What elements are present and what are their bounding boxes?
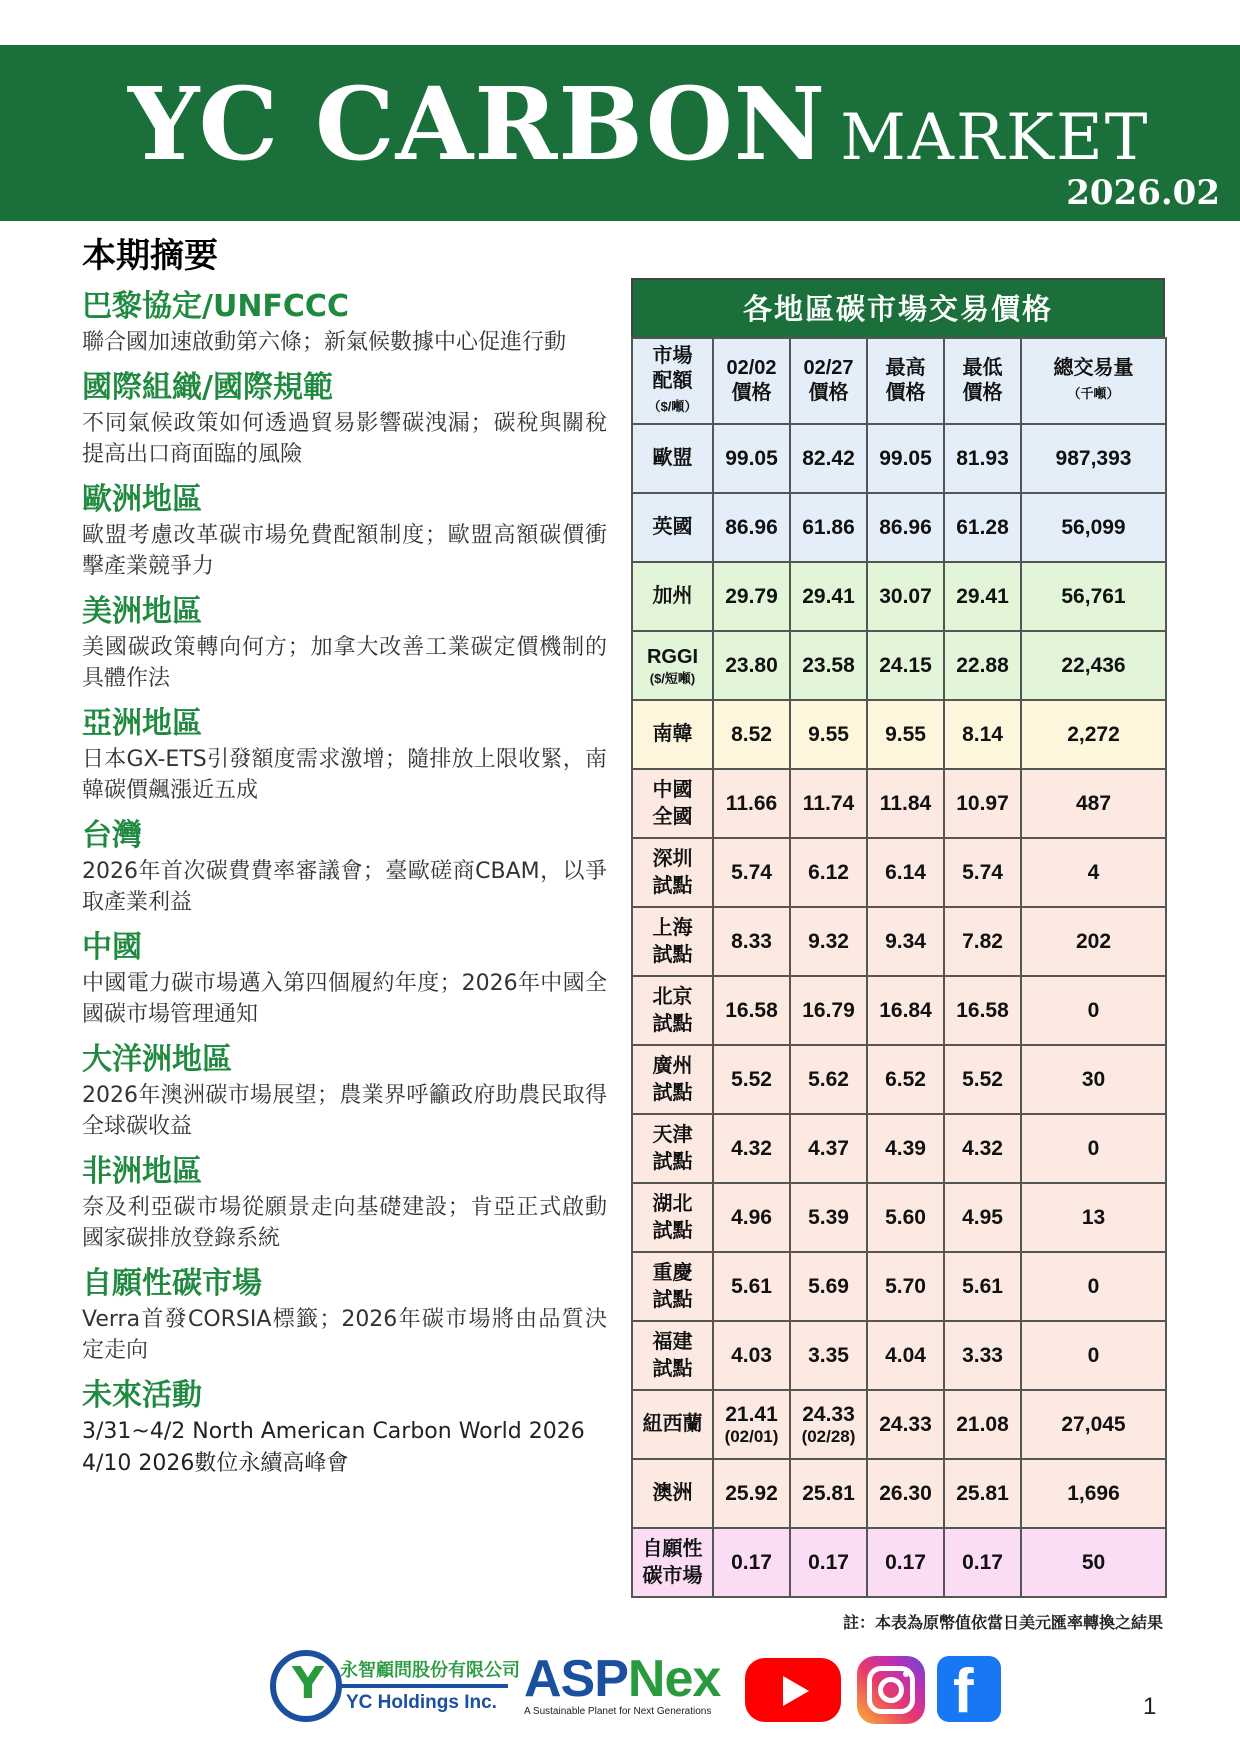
masthead-title-main: YC CARBON bbox=[128, 65, 827, 183]
cell-price-0202-value: 99.05 bbox=[725, 446, 778, 470]
cell-price-0227 bbox=[790, 1252, 867, 1321]
yc-holdings-logo bbox=[270, 1650, 520, 1722]
cell-market bbox=[632, 1114, 713, 1183]
header-market-unit: （$/噸） bbox=[647, 398, 698, 414]
cell-market-name-line2: 碳市場 bbox=[642, 1564, 703, 1587]
cell-market-name: 深圳 bbox=[652, 847, 693, 870]
cell-price-0202 bbox=[713, 493, 790, 562]
table-row bbox=[632, 1183, 1166, 1252]
aspnex-word-nex: Nex bbox=[627, 1650, 721, 1708]
cell-price-0227-value: 29.41 bbox=[802, 584, 855, 608]
cell-market bbox=[632, 1252, 713, 1321]
cell-market-unit: ($/短噸) bbox=[649, 671, 696, 686]
cell-market-name-line2: 試點 bbox=[652, 943, 693, 966]
table-row bbox=[632, 838, 1166, 907]
instagram-lens-icon bbox=[878, 1677, 904, 1703]
cell-price-0227 bbox=[790, 838, 867, 907]
cell-volume: 2,272 bbox=[1021, 700, 1166, 769]
cell-high: 30.07 bbox=[867, 562, 944, 631]
cell-price-0227-value: 5.39 bbox=[808, 1205, 849, 1229]
cell-price-0227-value: 11.74 bbox=[802, 791, 855, 815]
cell-high: 24.33 bbox=[867, 1390, 944, 1459]
header-price-0227-line1: 02/27 bbox=[803, 357, 854, 379]
table-row bbox=[632, 1321, 1166, 1390]
cell-price-0227-value: 6.12 bbox=[808, 860, 849, 884]
cell-price-0202-value: 4.96 bbox=[731, 1205, 772, 1229]
cell-low: 7.82 bbox=[944, 907, 1021, 976]
yc-logo-bar bbox=[340, 1684, 508, 1688]
cell-volume: 0 bbox=[1021, 1321, 1166, 1390]
cell-market bbox=[632, 562, 713, 631]
cell-price-0227-value: 9.32 bbox=[808, 929, 849, 953]
cell-market-name: 廣州 bbox=[652, 1054, 693, 1077]
cell-price-0227-value: 0.17 bbox=[808, 1550, 849, 1574]
yc-mark-letter: Y bbox=[292, 1658, 324, 1709]
cell-market-name: 湖北 bbox=[652, 1192, 693, 1215]
cell-price-0202 bbox=[713, 1321, 790, 1390]
summary-panel bbox=[82, 228, 607, 1480]
issue-date: 2026.02 bbox=[1066, 173, 1220, 213]
cell-price-0202-value: 4.32 bbox=[731, 1136, 772, 1160]
cell-price-0202 bbox=[713, 562, 790, 631]
table-row bbox=[632, 1528, 1166, 1597]
event-item: 3/31~4/2 North American Carbon World 2026 bbox=[82, 1419, 585, 1444]
header-price-0202 bbox=[713, 338, 790, 424]
summary-section-title: 國際組織/國際規範 bbox=[82, 370, 333, 405]
yc-logo-chinese: 永智顧問股份有限公司 bbox=[340, 1660, 520, 1681]
cell-market bbox=[632, 907, 713, 976]
cell-price-0227-value: 16.79 bbox=[802, 998, 855, 1022]
summary-section-body: 2026年澳洲碳市場展望；農業界呼籲政府助農民取得全球碳收益 bbox=[82, 1083, 607, 1139]
cell-price-0202-value: 8.33 bbox=[731, 929, 772, 953]
cell-low: 4.32 bbox=[944, 1114, 1021, 1183]
cell-market bbox=[632, 631, 713, 700]
cell-volume: 30 bbox=[1021, 1045, 1166, 1114]
cell-high: 4.39 bbox=[867, 1114, 944, 1183]
cell-market-name-line2: 試點 bbox=[652, 874, 693, 897]
summary-section-body: 聯合國加速啟動第六條；新氣候數據中心促進行動 bbox=[82, 330, 567, 355]
summary-section-title: 自願性碳市場 bbox=[82, 1266, 262, 1301]
cell-price-0227 bbox=[790, 1528, 867, 1597]
table-row bbox=[632, 562, 1166, 631]
cell-volume: 13 bbox=[1021, 1183, 1166, 1252]
cell-market-name: RGGI bbox=[646, 646, 699, 668]
masthead-banner bbox=[0, 45, 1240, 221]
cell-low: 61.28 bbox=[944, 493, 1021, 562]
summary-section-title: 中國 bbox=[82, 930, 142, 965]
cell-market-name-line2: 試點 bbox=[652, 1288, 693, 1311]
cell-price-0202-value: 11.66 bbox=[725, 791, 778, 815]
cell-price-0202-value: 86.96 bbox=[725, 515, 778, 539]
facebook-letter: f bbox=[953, 1657, 974, 1726]
cell-price-0202 bbox=[713, 769, 790, 838]
cell-market bbox=[632, 1528, 713, 1597]
cell-market bbox=[632, 700, 713, 769]
cell-price-0202-value: 25.92 bbox=[725, 1481, 778, 1505]
cell-price-0202 bbox=[713, 631, 790, 700]
cell-market-name: 南韓 bbox=[652, 723, 693, 745]
header-low-line2: 價格 bbox=[962, 382, 1003, 404]
cell-price-0202 bbox=[713, 424, 790, 493]
cell-price-0202-value: 8.52 bbox=[731, 722, 772, 746]
summary-section-title: 亞洲地區 bbox=[82, 706, 202, 741]
cell-volume: 50 bbox=[1021, 1528, 1166, 1597]
cell-price-0227-value: 24.33 bbox=[802, 1402, 855, 1426]
cell-price-0227-value: 5.62 bbox=[808, 1067, 849, 1091]
cell-market-name: 重慶 bbox=[652, 1261, 693, 1284]
aspnex-logo bbox=[524, 1652, 734, 1724]
cell-price-0202 bbox=[713, 838, 790, 907]
summary-heading: 本期摘要 bbox=[82, 236, 218, 276]
cell-price-0202-value: 0.17 bbox=[731, 1550, 772, 1574]
cell-volume: 0 bbox=[1021, 1114, 1166, 1183]
cell-price-0227-value: 5.69 bbox=[808, 1274, 849, 1298]
header-price-0227 bbox=[790, 338, 867, 424]
cell-price-0202 bbox=[713, 1390, 790, 1459]
cell-price-0227-value: 23.58 bbox=[802, 653, 855, 677]
summary-section-body: 美國碳政策轉向何方；加拿大改善工業碳定價機制的具體作法 bbox=[82, 635, 607, 691]
cell-price-0202-value: 5.52 bbox=[731, 1067, 772, 1091]
cell-high: 6.52 bbox=[867, 1045, 944, 1114]
cell-market-name-line2: 試點 bbox=[652, 1081, 693, 1104]
header-volume-line1: 總交易量 bbox=[1053, 357, 1134, 379]
table-row bbox=[632, 1390, 1166, 1459]
cell-high: 24.15 bbox=[867, 631, 944, 700]
cell-price-0227 bbox=[790, 1321, 867, 1390]
cell-high: 99.05 bbox=[867, 424, 944, 493]
cell-price-0202 bbox=[713, 976, 790, 1045]
cell-market-name-line2: 試點 bbox=[652, 1357, 693, 1380]
aspnex-wordmark bbox=[524, 1652, 734, 1706]
cell-low: 10.97 bbox=[944, 769, 1021, 838]
table-row bbox=[632, 1252, 1166, 1321]
cell-price-0202-value: 5.61 bbox=[731, 1274, 772, 1298]
cell-low: 3.33 bbox=[944, 1321, 1021, 1390]
cell-low: 21.08 bbox=[944, 1390, 1021, 1459]
cell-volume: 27,045 bbox=[1021, 1390, 1166, 1459]
cell-market bbox=[632, 838, 713, 907]
price-table bbox=[631, 337, 1167, 1598]
cell-market bbox=[632, 1321, 713, 1390]
cell-high: 5.60 bbox=[867, 1183, 944, 1252]
cell-price-0202 bbox=[713, 1045, 790, 1114]
cell-volume: 202 bbox=[1021, 907, 1166, 976]
summary-section-title: 歐洲地區 bbox=[82, 482, 202, 517]
cell-low: 4.95 bbox=[944, 1183, 1021, 1252]
cell-high: 9.34 bbox=[867, 907, 944, 976]
cell-price-0227 bbox=[790, 1390, 867, 1459]
cell-price-0202 bbox=[713, 907, 790, 976]
cell-market-name: 福建 bbox=[652, 1330, 693, 1353]
cell-low: 25.81 bbox=[944, 1459, 1021, 1528]
cell-market bbox=[632, 976, 713, 1045]
cell-low: 16.58 bbox=[944, 976, 1021, 1045]
cell-price-0227 bbox=[790, 769, 867, 838]
cell-low: 29.41 bbox=[944, 562, 1021, 631]
cell-market-name: 天津 bbox=[652, 1123, 693, 1146]
cell-volume: 0 bbox=[1021, 976, 1166, 1045]
cell-price-0202 bbox=[713, 700, 790, 769]
cell-price-0227 bbox=[790, 493, 867, 562]
cell-price-0202 bbox=[713, 1528, 790, 1597]
summary-section-body: 奈及利亞碳市場從願景走向基礎建設；肯亞正式啟動國家碳排放登錄系統 bbox=[82, 1195, 607, 1251]
cell-high: 4.04 bbox=[867, 1321, 944, 1390]
cell-price-0227-value: 82.42 bbox=[802, 446, 855, 470]
header-high-line1: 最高 bbox=[885, 357, 926, 379]
summary-section-body: 不同氣候政策如何透過貿易影響碳洩漏；碳稅與關稅提高出口商面臨的風險 bbox=[82, 411, 607, 467]
cell-price-0227 bbox=[790, 976, 867, 1045]
summary-section-title: 台灣 bbox=[82, 818, 142, 853]
summary-section-title: 非洲地區 bbox=[82, 1154, 202, 1189]
cell-price-0227 bbox=[790, 631, 867, 700]
header-high bbox=[867, 338, 944, 424]
cell-market-name: 中國 bbox=[652, 778, 693, 801]
cell-price-0202-value: 23.80 bbox=[725, 653, 778, 677]
cell-market bbox=[632, 1183, 713, 1252]
table-note: 註：本表為原幣值依當日美元匯率轉換之結果 bbox=[842, 1613, 1163, 1632]
yc-mark-icon bbox=[270, 1650, 342, 1722]
summary-section-body: 歐盟考慮改革碳市場免費配額制度；歐盟高額碳價衝擊產業競爭力 bbox=[82, 523, 607, 579]
cell-market-name-line2: 試點 bbox=[652, 1150, 693, 1173]
summary-section-title: 巴黎協定/UNFCCC bbox=[82, 289, 349, 324]
table-row bbox=[632, 700, 1166, 769]
cell-market-name-line2: 試點 bbox=[652, 1012, 693, 1035]
cell-low: 8.14 bbox=[944, 700, 1021, 769]
cell-market bbox=[632, 493, 713, 562]
cell-price-0227-value: 3.35 bbox=[808, 1343, 849, 1367]
footer-logos bbox=[0, 1648, 1240, 1728]
cell-market bbox=[632, 1459, 713, 1528]
cell-market-name-line2: 全國 bbox=[652, 805, 693, 828]
cell-market bbox=[632, 1045, 713, 1114]
cell-market-name: 北京 bbox=[652, 985, 693, 1008]
cell-high: 0.17 bbox=[867, 1528, 944, 1597]
price-table-header-row bbox=[632, 338, 1166, 424]
cell-market-name: 加州 bbox=[652, 585, 693, 607]
header-market bbox=[632, 338, 713, 424]
cell-price-0227 bbox=[790, 562, 867, 631]
cell-high: 16.84 bbox=[867, 976, 944, 1045]
event-item: 4/10 2026數位永續高峰會 bbox=[82, 1451, 349, 1476]
cell-market-name: 自願性 bbox=[642, 1537, 703, 1560]
cell-volume: 56,099 bbox=[1021, 493, 1166, 562]
youtube-icon[interactable] bbox=[745, 1658, 841, 1722]
cell-price-0227 bbox=[790, 1045, 867, 1114]
cell-price-0227 bbox=[790, 1459, 867, 1528]
cell-price-0202-value: 5.74 bbox=[731, 860, 772, 884]
cell-low: 0.17 bbox=[944, 1528, 1021, 1597]
cell-price-0227-value: 9.55 bbox=[808, 722, 849, 746]
page-number: 1 bbox=[1143, 1693, 1157, 1720]
table-row bbox=[632, 1114, 1166, 1183]
cell-market-name: 澳洲 bbox=[652, 1482, 693, 1504]
cell-volume: 22,436 bbox=[1021, 631, 1166, 700]
cell-price-0227 bbox=[790, 907, 867, 976]
instagram-dot-icon bbox=[903, 1671, 909, 1677]
cell-volume: 0 bbox=[1021, 1252, 1166, 1321]
yc-logo-english: YC Holdings Inc. bbox=[346, 1692, 497, 1713]
summary-section-title: 美洲地區 bbox=[82, 594, 202, 629]
cell-low: 5.61 bbox=[944, 1252, 1021, 1321]
cell-price-0227-value: 4.37 bbox=[808, 1136, 849, 1160]
cell-market-name-line2: 試點 bbox=[652, 1219, 693, 1242]
header-low bbox=[944, 338, 1021, 424]
cell-price-0227 bbox=[790, 1183, 867, 1252]
price-table-title: 各地區碳市場交易價格 bbox=[631, 278, 1165, 337]
cell-low: 22.88 bbox=[944, 631, 1021, 700]
masthead-title-sub: MARKET bbox=[840, 101, 1150, 175]
cell-volume: 56,761 bbox=[1021, 562, 1166, 631]
header-price-0202-line1: 02/02 bbox=[726, 357, 777, 379]
summary-section-body: 日本GX-ETS引發額度需求激增；隨排放上限收緊，南韓碳價飆漲近五成 bbox=[82, 747, 607, 803]
table-row bbox=[632, 976, 1166, 1045]
summary-section-body: 中國電力碳市場邁入第四個履約年度；2026年中國全國碳市場管理通知 bbox=[82, 971, 607, 1027]
cell-low: 5.52 bbox=[944, 1045, 1021, 1114]
cell-market bbox=[632, 1390, 713, 1459]
table-row bbox=[632, 1459, 1166, 1528]
aspnex-tagline: A Sustainable Planet for Next Generations bbox=[524, 1706, 712, 1717]
header-high-line2: 價格 bbox=[885, 382, 926, 404]
cell-high: 5.70 bbox=[867, 1252, 944, 1321]
cell-high: 86.96 bbox=[867, 493, 944, 562]
cell-price-0227-date: (02/28) bbox=[801, 1426, 856, 1446]
facebook-icon[interactable] bbox=[937, 1656, 1001, 1726]
cell-high: 6.14 bbox=[867, 838, 944, 907]
cell-volume: 4 bbox=[1021, 838, 1166, 907]
cell-low: 81.93 bbox=[944, 424, 1021, 493]
cell-price-0202-value: 4.03 bbox=[731, 1343, 772, 1367]
header-market-line2: 配額 bbox=[652, 369, 693, 392]
cell-price-0227 bbox=[790, 424, 867, 493]
cell-price-0227 bbox=[790, 700, 867, 769]
table-row bbox=[632, 424, 1166, 493]
header-low-line1: 最低 bbox=[962, 357, 1003, 379]
price-table-body bbox=[632, 424, 1166, 1597]
cell-price-0202 bbox=[713, 1252, 790, 1321]
cell-price-0202 bbox=[713, 1183, 790, 1252]
table-row bbox=[632, 631, 1166, 700]
cell-market-name: 英國 bbox=[652, 516, 693, 538]
header-market-line1: 市場 bbox=[652, 344, 693, 367]
cell-price-0202 bbox=[713, 1459, 790, 1528]
header-volume bbox=[1021, 338, 1166, 424]
instagram-icon[interactable] bbox=[857, 1656, 925, 1724]
price-table-panel bbox=[631, 278, 1165, 1633]
table-row bbox=[632, 769, 1166, 838]
cell-price-0227 bbox=[790, 1114, 867, 1183]
cell-high: 9.55 bbox=[867, 700, 944, 769]
cell-market bbox=[632, 769, 713, 838]
masthead-title bbox=[128, 65, 1149, 183]
cell-market-name: 歐盟 bbox=[652, 447, 693, 469]
cell-price-0202-value: 21.41 bbox=[725, 1402, 778, 1426]
cell-high: 11.84 bbox=[867, 769, 944, 838]
cell-price-0202 bbox=[713, 1114, 790, 1183]
summary-section-body: Verra首發CORSIA標籤；2026年碳市場將由品質決定走向 bbox=[82, 1307, 607, 1363]
summary-sections bbox=[82, 287, 607, 1366]
table-row bbox=[632, 1045, 1166, 1114]
youtube-play-icon bbox=[783, 1676, 809, 1706]
events-title: 未來活動 bbox=[82, 1378, 202, 1413]
cell-low: 5.74 bbox=[944, 838, 1021, 907]
cell-price-0227-value: 61.86 bbox=[802, 515, 855, 539]
cell-volume: 487 bbox=[1021, 769, 1166, 838]
summary-section-title: 大洋洲地區 bbox=[82, 1042, 232, 1077]
cell-price-0202-date: (02/01) bbox=[724, 1426, 779, 1446]
table-row bbox=[632, 907, 1166, 976]
cell-price-0227-value: 25.81 bbox=[802, 1481, 855, 1505]
aspnex-word-asp: ASP bbox=[524, 1650, 628, 1708]
cell-market-name: 上海 bbox=[652, 916, 693, 939]
cell-volume: 987,393 bbox=[1021, 424, 1166, 493]
cell-high: 26.30 bbox=[867, 1459, 944, 1528]
header-volume-unit: （千噸） bbox=[1067, 386, 1120, 401]
events-list bbox=[82, 1416, 607, 1480]
header-price-0227-line2: 價格 bbox=[808, 382, 849, 404]
cell-price-0202-value: 16.58 bbox=[725, 998, 778, 1022]
summary-section-body: 2026年首次碳費費率審議會；臺歐磋商CBAM，以爭取產業利益 bbox=[82, 859, 607, 915]
cell-price-0202-value: 29.79 bbox=[725, 584, 778, 608]
header-price-0202-line2: 價格 bbox=[731, 382, 772, 404]
cell-market-name: 紐西蘭 bbox=[642, 1413, 703, 1435]
cell-market bbox=[632, 424, 713, 493]
table-row bbox=[632, 493, 1166, 562]
cell-volume: 1,696 bbox=[1021, 1459, 1166, 1528]
